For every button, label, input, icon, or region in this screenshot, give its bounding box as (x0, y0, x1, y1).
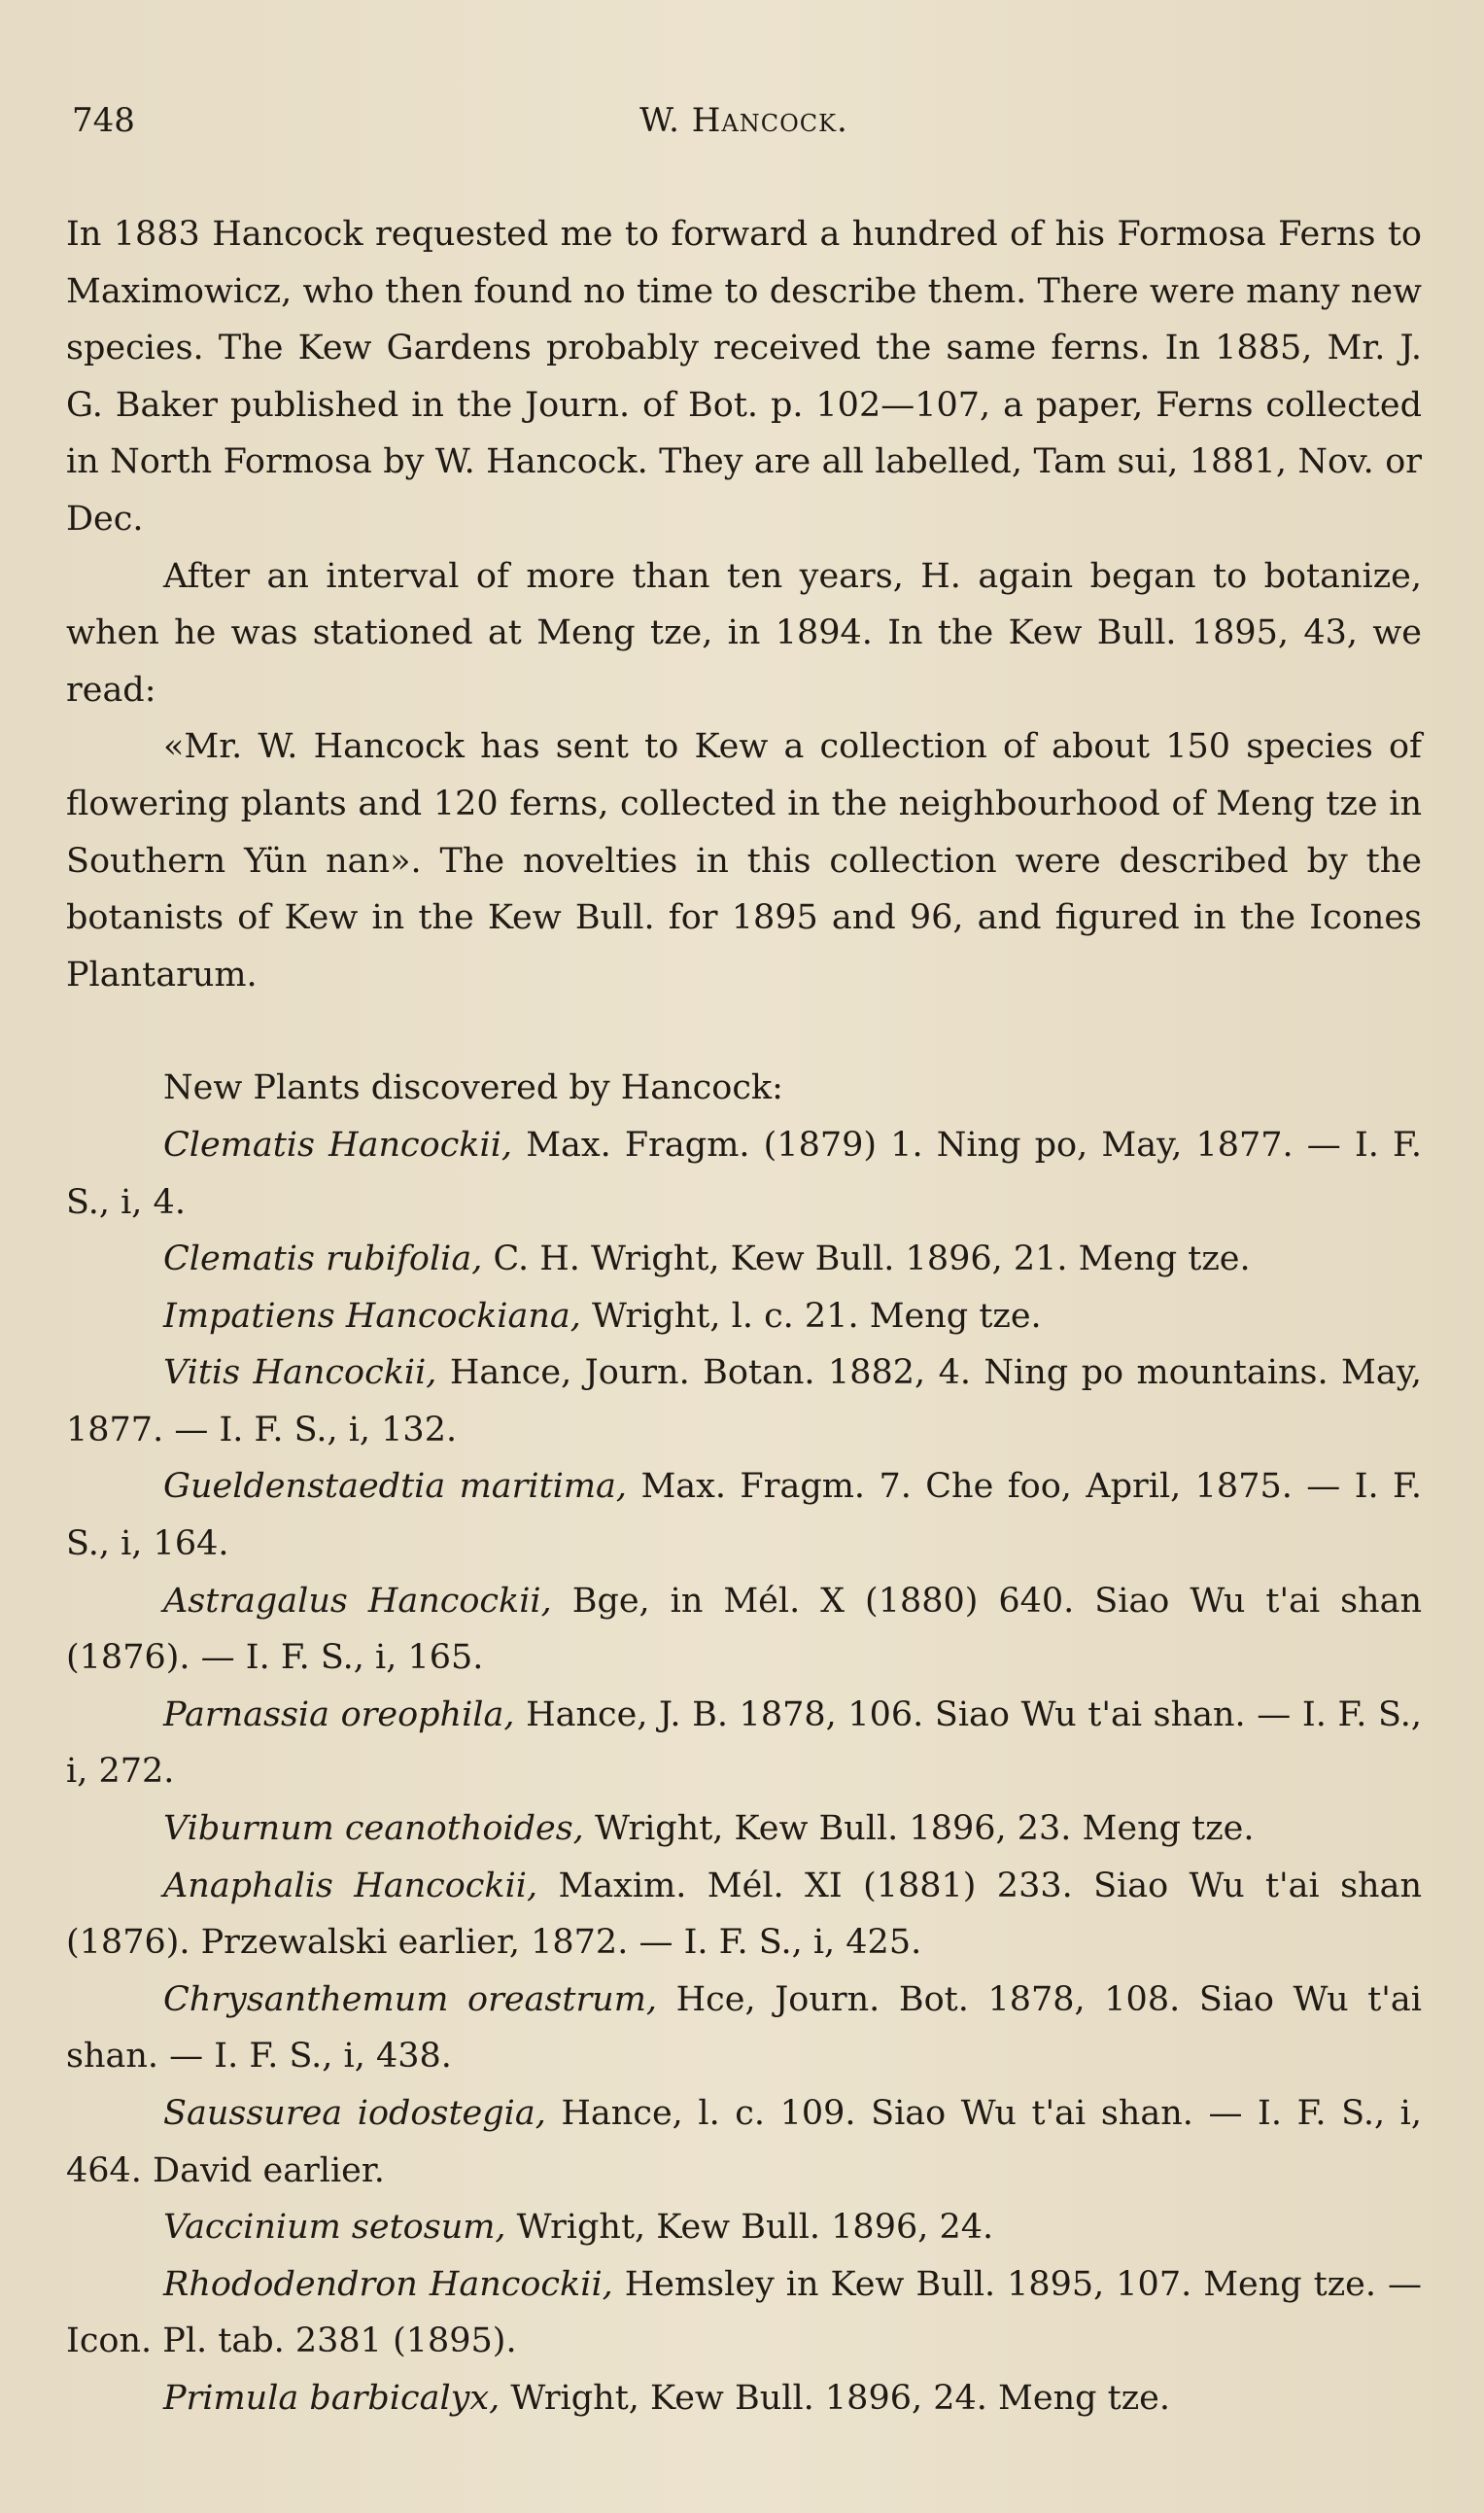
body-text (66, 206, 1422, 2427)
plant-citation: Hance, Journ. Botan. 1882, 4. Ning po mountains. May, 1877. — I. F. S., i, 132. (66, 1353, 1422, 1449)
plant-entry (66, 2256, 1422, 2370)
plant-citation: Wright, Kew Bull. 1896, 24. (505, 2208, 994, 2248)
plant-entry (66, 1573, 1422, 1687)
plant-citation: Hance, l. c. 109. Siao Wu t'ai shan. — I. F. S., i, 464. David earlier. (66, 2094, 1422, 2190)
plant-name: Astragalus Hancockii, (163, 1581, 552, 1621)
plant-name: Clematis rubifolia, (163, 1239, 483, 1279)
plant-entry (66, 1800, 1422, 1858)
plant-entry (66, 1458, 1422, 1572)
plant-entry (66, 2085, 1422, 2199)
plant-citation: Hemsley in Kew Bull. 1895, 107. Meng tze. — Icon. Pl. tab. 2381 (1895). (66, 2264, 1422, 2361)
page-number: 748 (72, 101, 135, 140)
plant-entry (66, 1687, 1422, 1800)
plant-citation: Bge, in Mél. X (1880) 640. Siao Wu t'ai shan (1876). — I. F. S., i, 165. (66, 1581, 1423, 1678)
plant-entry (66, 1344, 1422, 1458)
plant-citation: Maxim. Mél. XI (1881) 233. Siao Wu t'ai shan (1876). Przewalski earlier, 1872. — I. F. S., i, 425. (66, 1866, 1422, 1963)
plant-citation: Wright, l. c. 21. Meng tze. (580, 1296, 1042, 1336)
paragraph: After an interval of more than ten years, H. again began to botanize, when he was stationed at Meng tze, in 1894. In the Kew Bull. 1895, 43, we read: (66, 556, 1422, 710)
plant-name: Saussurea iodostegia, (163, 2094, 546, 2133)
plant-citation: Max. Fragm. 7. Che foo, April, 1875. — I. F. S., i, 164. (66, 1467, 1423, 1564)
plant-entry (66, 1858, 1422, 1972)
plant-name: Vitis Hancockii, (163, 1353, 437, 1393)
plant-citation: Max. Fragm. (1879) 1. Ning po, May, 1877. — I. F. S., i, 4. (66, 1125, 1423, 1222)
plant-citation: Hce, Journ. Bot. 1878, 108. Siao Wu t'ai shan. — I. F. S., i, 438. (66, 1979, 1422, 2077)
header-title: W. Hancock. (639, 101, 848, 140)
plant-entry (66, 1117, 1422, 1231)
plant-entry (66, 1972, 1422, 2085)
plant-citation: Wright, Kew Bull. 1896, 23. Meng tze. (583, 1809, 1255, 1849)
plant-name: Vaccinium setosum, (163, 2208, 506, 2248)
plant-name: Rhododendron Hancockii, (163, 2264, 613, 2304)
plant-name: Clematis Hancockii, (163, 1125, 513, 1165)
plant-citation: C. H. Wright, Kew Bull. 1896, 21. Meng tze. (482, 1239, 1251, 1279)
plant-citation: Hance, J. B. 1878, 106. Siao Wu t'ai shan. — I. F. S., i, 272. (66, 1694, 1422, 1792)
plant-name: Anaphalis Hancockii, (163, 1866, 538, 1905)
plant-citation: Wright, Kew Bull. 1896, 24. Meng tze. (500, 2378, 1170, 2418)
plant-entry (66, 1288, 1422, 1345)
plant-name: Viburnum ceanothoides, (163, 1809, 584, 1849)
section-gap (66, 1003, 1422, 1060)
plant-name: Primula barbicalyx, (163, 2378, 500, 2418)
paragraph: In 1883 Hancock requested me to forward a hundred of his Formosa Ferns to Maximowicz, who then found no time to describe them. There were many new species. The Kew Gardens probably received the same ferns. In 1885, Mr. J. G. Baker published in the Journ. of Bot. p. 102—107, a paper, Ferns collected in North Formosa by W. Hancock. They are all labelled, Tam sui, 1881, Nov. or Dec. (66, 215, 1422, 539)
running-head (66, 93, 1422, 152)
plant-name: Chrysanthemum oreastrum, (163, 1979, 658, 2019)
plant-entry (66, 1231, 1422, 1288)
plant-name: Gueldenstaedtia maritima, (163, 1467, 628, 1507)
plant-name: Impatiens Hancockiana, (163, 1296, 581, 1336)
plant-entry (66, 2199, 1422, 2256)
plant-name: Parnassia oreophila, (163, 1694, 515, 1734)
list-heading: New Plants discovered by Hancock: (163, 1068, 783, 1108)
plant-entry (66, 2370, 1422, 2427)
paragraph: «Mr. W. Hancock has sent to Kew a collection of about 150 species of flowering plants and 120 ferns, collected in the neighbourhood of Meng tze in Southern Yün nan». The novelties in this collection were described by the botanists of Kew in the Kew Bull. for 1895 and 96, and figured in the Icones Plantarum. (66, 727, 1422, 995)
